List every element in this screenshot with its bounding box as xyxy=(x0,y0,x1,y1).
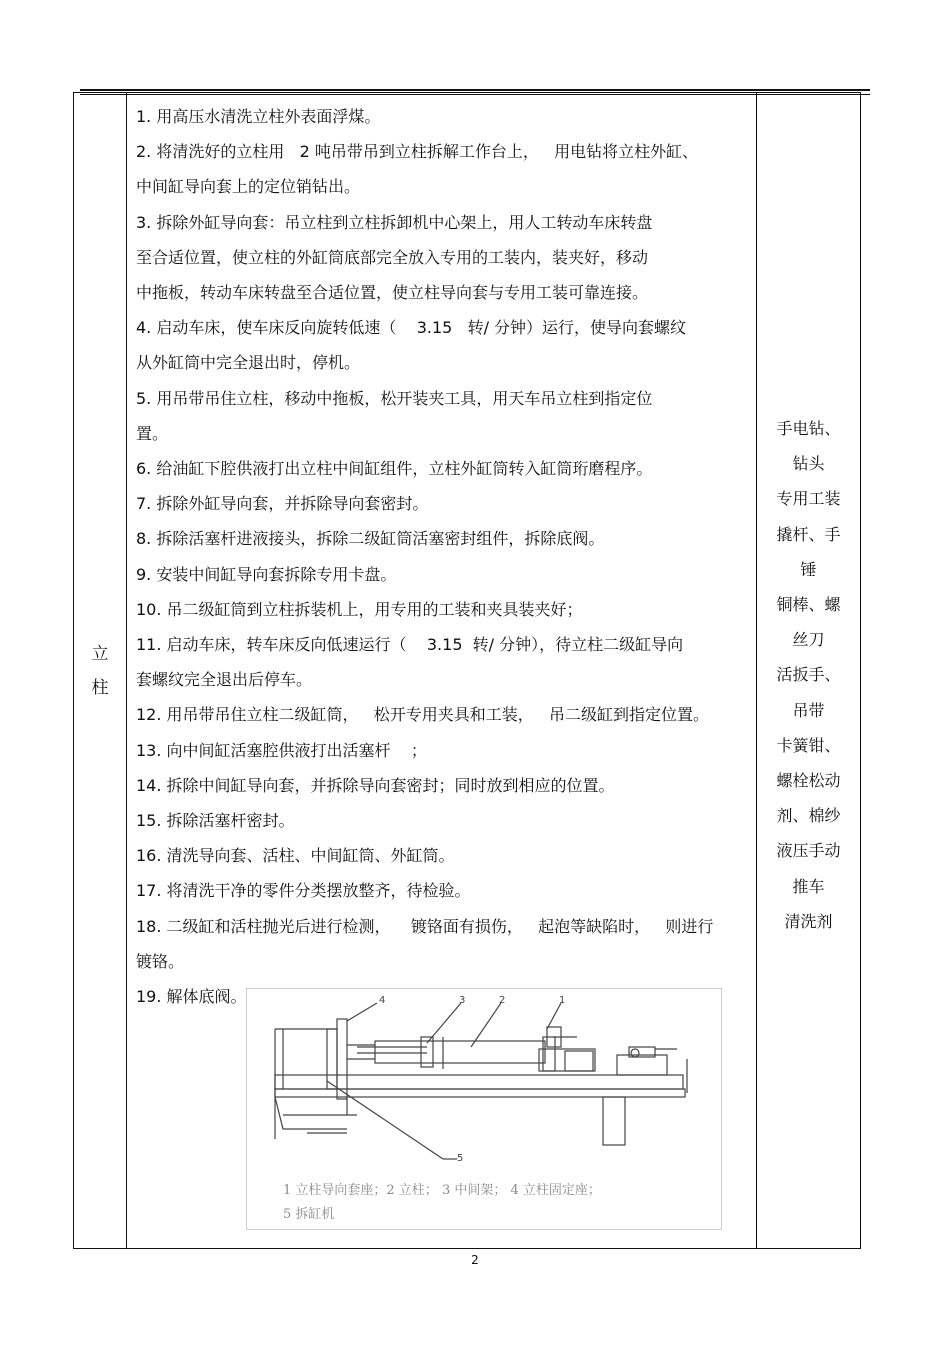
step-3: 3. 拆除外缸导向套：吊立柱到立柱拆卸机中心架上，用人工转动车床转盘 至合适位置，使立柱的外缸筒底部完全放入专用的工装内，装夹好，移动 中拖板，转动车床转盘至合适位置，使立柱导向套与专用工装可靠连接。 xyxy=(136,212,653,303)
step-5: 5. 用吊带吊住立柱，移动中拖板，松开装夹工具，用天车吊立柱到指定位 置。 xyxy=(136,388,653,443)
step-17: 17. 将清洗干净的零件分类摆放整齐，待检验。 xyxy=(136,881,471,901)
tool-item: 清洗剂 xyxy=(784,911,833,931)
tool-item: 钻头 xyxy=(792,454,825,474)
tool-item: 铜棒、螺 xyxy=(776,595,841,615)
step-14: 14. 拆除中间缸导向套，并拆除导向套密封；同时放到相应的位置。 xyxy=(136,775,615,795)
page-number: 2 xyxy=(471,1253,479,1267)
tools-list xyxy=(757,93,860,939)
tool-item: 剂、棉纱 xyxy=(776,806,841,826)
top-rule xyxy=(80,89,870,91)
callout-1: 1 xyxy=(559,995,566,1007)
tool-item: 液压手动 xyxy=(776,841,841,861)
tool-item: 手电钻、 xyxy=(776,419,841,438)
part-label: 立 柱 xyxy=(91,643,109,698)
tool-item: 吊带 xyxy=(792,700,825,720)
procedure-table xyxy=(73,92,861,1249)
step-12: 12. 用吊带吊住立柱二级缸筒， 松开专用夹具和工装， 吊二级缸到指定位置。 xyxy=(136,705,710,725)
tool-item: 推车 xyxy=(792,876,825,896)
step-1: 1. 用高压水清洗立柱外表面浮煤。 xyxy=(136,107,381,126)
callout-3: 3 xyxy=(459,995,466,1007)
figure-caption-line2: 5 拆缸机 xyxy=(283,1207,335,1223)
step-9: 9. 安装中间缸导向套拆除专用卡盘。 xyxy=(136,564,397,584)
figure-caption-line1: 1 立柱导向套座；2 立柱； 3 中间架； 4 立柱固定座； xyxy=(283,1183,601,1199)
callout-2: 2 xyxy=(499,995,506,1007)
step-4: 4. 启动车床，使车床反向旋转低速（ 3.15 转/ 分钟）运行，使导向套螺纹 从外缸筒中完全退出时，停机。 xyxy=(136,318,687,373)
step-19: 19. 解体底阀。 xyxy=(136,987,247,1007)
step-13: 13. 向中间缸活塞腔供液打出活塞杆 ； xyxy=(136,740,427,760)
tool-item: 卡簧钳、 xyxy=(776,735,841,755)
tool-item: 锤 xyxy=(800,559,817,579)
step-8: 8. 拆除活塞杆进液接头，拆除二级缸筒活塞密封组件，拆除底阀。 xyxy=(136,529,605,549)
tool-item: 专用工装 xyxy=(776,489,841,509)
tool-item: 丝刀 xyxy=(792,630,825,650)
step-18: 18. 二级缸和活柱抛光后进行检测， 镀铬面有损伤， 起泡等缺陷时， 则进行 镀铬。 xyxy=(136,916,714,971)
step-7: 7. 拆除外缸导向套，并拆除导向套密封。 xyxy=(136,494,429,514)
callout-5: 5 xyxy=(457,1153,464,1165)
tools-cell xyxy=(757,93,861,1249)
step-11: 11. 启动车床，转车床反向低速运行（ 3.15 转/ 分钟），待立柱二级缸导向 套螺纹完全退出后停车。 xyxy=(136,635,684,690)
step-16: 16. 清洗导向套、活柱、中间缸筒、外缸筒。 xyxy=(136,846,455,866)
tool-item: 螺栓松动 xyxy=(776,771,841,791)
steps-list xyxy=(127,93,756,1014)
callout-4: 4 xyxy=(379,995,386,1007)
tool-item: 活扳手、 xyxy=(776,665,841,685)
step-15: 15. 拆除活塞杆密封。 xyxy=(136,811,295,831)
step-10: 10. 吊二级缸筒到立柱拆装机上，用专用的工装和夹具装夹好； xyxy=(136,599,583,619)
tool-item: 撬杆、手 xyxy=(776,524,841,544)
step-2: 2. 将清洗好的立柱用 2 吨吊带吊到立柱拆解工作台上， 用电钻将立柱外缸、 中间缸导向套上的定位销钻出。 xyxy=(136,142,699,197)
lathe-diagram xyxy=(246,988,722,1230)
part-cell xyxy=(74,93,127,1249)
steps-cell xyxy=(127,93,757,1249)
step-6: 6. 给油缸下腔供液打出立柱中间缸组件，立柱外缸筒转入缸筒珩磨程序。 xyxy=(136,459,653,479)
